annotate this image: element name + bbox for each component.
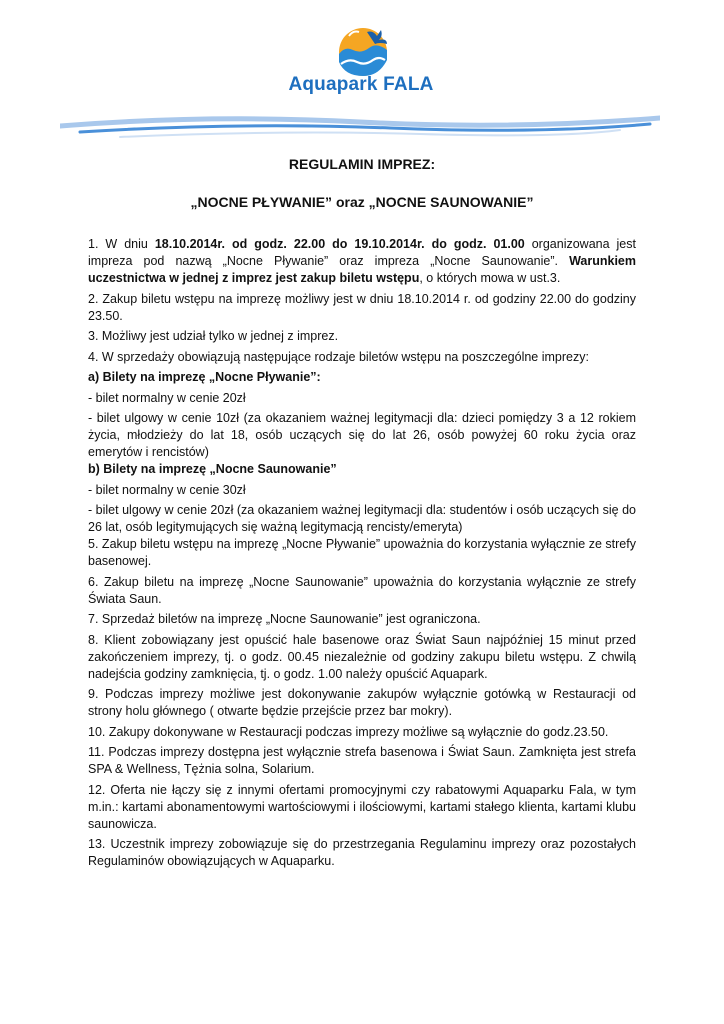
paragraph-8: 8. Klient zobowiązany jest opuścić hale basenowe oraz Świat Saun najpóźniej 15 minut przed zakończeniem imprezy, tj. o godz. 00.45 niezależnie od godziny zakupu biletu wstępu. Z chwilą nadejścia godziny zamknięcia, tj. o godz. 1.00 należy opuścić Aquapark. (88, 632, 636, 681)
paragraph-2: 2. Zakup biletu wstępu na imprezę możliwy jest w dniu 18.10.2014 r. od godziny 22.00 do godziny 23.50. (88, 291, 636, 323)
brand-name: Aquapark FALA (288, 74, 434, 95)
document-title: REGULAMIN IMPREZ: (288, 156, 436, 172)
paragraph-7: 7. Sprzedaż biletów na imprezę „Nocne Saunowanie” jest ograniczona. (88, 612, 481, 626)
participation-condition: Warunkiem uczestnictwa w jednej z imprez jest zakup biletu wstępu (88, 254, 636, 285)
paragraph-1 (88, 236, 636, 287)
sun-wave-emblem-icon (339, 28, 387, 76)
paragraph-1-e: , o których mowa w ust.3. (419, 271, 561, 285)
tickets-sauna-heading (88, 461, 636, 478)
paragraph-13: 13. Uczestnik imprezy zobowiązuje się do przestrzegania Regulaminu imprezy oraz pozostałych Regulaminów obowiązujących w Aquaparku. (88, 837, 636, 868)
paragraph-3: 3. Możliwy jest udział tylko w jednej z imprez. (88, 329, 339, 343)
page-header (0, 0, 724, 140)
paragraph-12: 12. Oferta nie łączy się z innymi ofertami promocyjnymi czy rabatowymi Aquaparku Fala, w tym m.in.: kartami abonamentowymi wartościowymi i ilościowymi, kartami stałego klienta, kartami klubu saunowicza. (88, 782, 636, 831)
tickets-sauna-heading-text: b) Bilety na imprezę „Nocne Saunowanie” (88, 462, 337, 476)
paragraph-10: 10. Zakupy dokonywane w Restauracji podczas imprezy możliwe są wyłącznie do godz.23.50. (88, 724, 609, 739)
paragraph-5: 5. Zakup biletu wstępu na imprezę „Nocne Pływanie” upoważnia do korzystania wyłącznie ze strefy basenowej. (88, 537, 636, 568)
regulations-body (88, 236, 636, 874)
ticket-swimming-reduced: - bilet ulgowy w cenie 10zł (za okazaniem ważnej legitymacji dla: dzieci pomiędzy 3 a 12 rokiem życia, młodzieży do lat 18, osób uczących się do lat 26, osób powyżej 60 roku życia oraz emerytów i rencistów) (88, 411, 636, 459)
tickets-swimming-heading-text: a) Bilety na imprezę „Nocne Pływanie”: (88, 370, 321, 384)
paragraph-4: 4. W sprzedaży obowiązują następujące rodzaje biletów wstępu na poszczególne imprezy: (88, 349, 589, 364)
tickets-swimming-heading (88, 369, 636, 386)
paragraph-11: 11. Podczas imprezy dostępna jest wyłącznie strefa basenowa i Świat Saun. Zamknięta jest strefa SPA & Wellness, Tężnia solna, Solarium. (88, 745, 636, 776)
paragraph-9: 9. Podczas imprezy możliwe jest dokonywanie zakupów wyłącznie gotówką w Restauracji od strony holu głównego ( otwarte będzie przejście przez bar mokry). (88, 687, 636, 718)
paragraph-1-a: 1. W dniu (88, 237, 155, 251)
paragraph-6: 6. Zakup biletu na imprezę „Nocne Saunowanie” upoważnia do korzystania wyłącznie ze strefy Świata Saun. (88, 574, 636, 606)
aquapark-logo (283, 24, 443, 114)
event-dates: 18.10.2014r. od godz. 22.00 do 19.10.2014r. do godz. 01.00 (154, 237, 525, 251)
header-wave-decoration-icon (60, 112, 660, 140)
ticket-sauna-normal: - bilet normalny w cenie 30zł (88, 482, 246, 497)
ticket-swimming-normal: - bilet normalny w cenie 20zł (88, 390, 246, 405)
paragraph-1-c: organizowana jest impreza pod nazwą „Nocne Pływanie” oraz impreza „Nocne Saunowanie”. (88, 237, 636, 268)
ticket-sauna-reduced: - bilet ulgowy w cenie 20zł (za okazaniem ważnej legitymacji dla: studentów i osób uczących się do 26 lat, osób legitymujących się ważną legitymacją rencisty/emeryta) (88, 503, 636, 534)
document-subtitle: „NOCNE PŁYWANIE” oraz „NOCNE SAUNOWANIE” (190, 194, 534, 210)
